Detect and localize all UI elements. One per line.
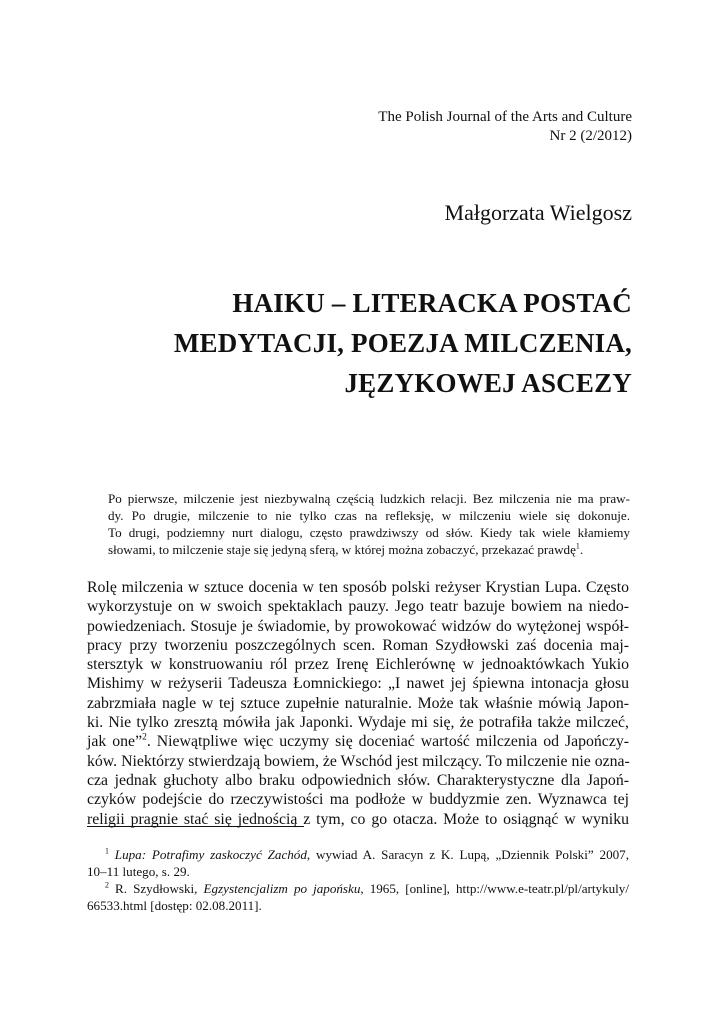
author-name: Małgorzata Wielgosz [444,200,632,225]
body-line: ki. Nie tylko zresztą mówiła jak Japonki. Wydaje mi się, że potrafiła także milczeć, [87,714,629,732]
footnote-ref[interactable]: 2 [142,733,147,744]
footnote-ref[interactable]: 1 [575,541,580,551]
footnote-2 [87,880,629,914]
body-line: zabrzmiała nagle w tej sztuce zupełnie naturalnie. Może tak właśnie mówią Japon- [87,694,629,712]
footnote-number: 2 [105,880,109,890]
epigraph [108,490,630,558]
journal-header [378,108,632,146]
article-title [174,283,632,403]
footnote-title: Lupa: Potrafimy zaskoczyć Zachód [114,847,307,862]
journal-name: The Polish Journal of the Arts and Culture [378,109,632,125]
body-line: ków. Niektórzy stwierdzają bowiem, że Wschód jest milczący. To milczenie nie ozna- [87,752,630,770]
body-line: religii pragnie stać się jednością z tym, co go otacza. Może to osiągnąć w wyniku [87,810,629,828]
body-line: czyków podejście do rzeczywistości ma podłoże w buddyzmie zen. Wyznawca tej [87,791,629,809]
body-line: stersztyk w konstruowaniu ról przez Irenę Eichlerównę w jednoaktówkach Yukio [87,656,629,674]
footnote-line: $^1$ Lupa: Potrafimy zaskoczyć Zachód, wywiad A. Saracyn z K. Lupą, „Dziennik Polski” 2007, [105,846,629,862]
footnote-line[interactable]: 66533.html [dostęp: 02.08.2011]. [87,898,262,913]
footnote-line: $^2$ R. Szydłowski, Egzystencjalizm po japońsku, 1965, [online], http://www.e-teatr.pl/pl/artykuly/ [105,880,629,896]
body-line: Rolę milczenia w sztuce docenia w ten sposób polski reżyser Krystian Lupa. Często [87,579,629,596]
body-line: cza jednak głuchoty albo braku odpowiednich słów. Charakterystyczne dla Japoń- [87,771,629,789]
body-line: powiedzeniach. Stosuje je świadomie, by prowokować widzów do wytężonej współ- [87,617,629,635]
body-line: wykorzystuje on w swoich spektaklach pauzy. Jego teatr bazuje bowiem na niedo- [87,598,629,616]
footnote-separator [87,826,304,827]
body-line: jak one”$^2$. Niewątpliwe więc uczymy się doceniać wartość milczenia od Japończy- [87,733,629,751]
title-line: JĘZYKOWEJ ASCEZY [344,368,632,398]
footnote-title: Egzystencjalizm po japońsku [203,881,361,896]
body-line: Mishimy w reżyserii Tadeusza Łomnickiego: „I nawet jej śpiewna intonacja głosu [87,675,629,693]
epigraph-line: To drugi, podziemny nurt dialogu, często prawdziwszy od słów. Kiedy tak wiele kłamiemy [108,525,630,540]
footnote-number: 1 [105,846,109,856]
epigraph-line: słowami, to milczenie staje się jedyną sferą, w której można zobaczyć, przekazać prawdę$^1$. [108,541,584,557]
footnote-line: 10–11 lutego, s. 29. [87,864,190,879]
epigraph-line: dy. Po drugie, milczenie to nie tylko czas na refleksję, w milczeniu wiele się dokonuje. [108,508,630,523]
title-line: MEDYTACJI, POEZJA MILCZENIA, [173,328,632,358]
body-text [87,578,629,829]
footnote-1 [87,846,629,880]
epigraph-line: Po pierwsze, milczenie jest niezbywalną częścią ludzkich relacji. Bez milczenia nie ma praw- [108,491,630,506]
journal-issue: Nr 2 (2/2012) [549,128,632,144]
body-line: pracy przy tworzeniu poszczególnych scen. Roman Szydłowski zaś docenia maj- [87,636,629,654]
title-line: HAIKU – LITERACKA POSTAĆ [232,288,632,318]
